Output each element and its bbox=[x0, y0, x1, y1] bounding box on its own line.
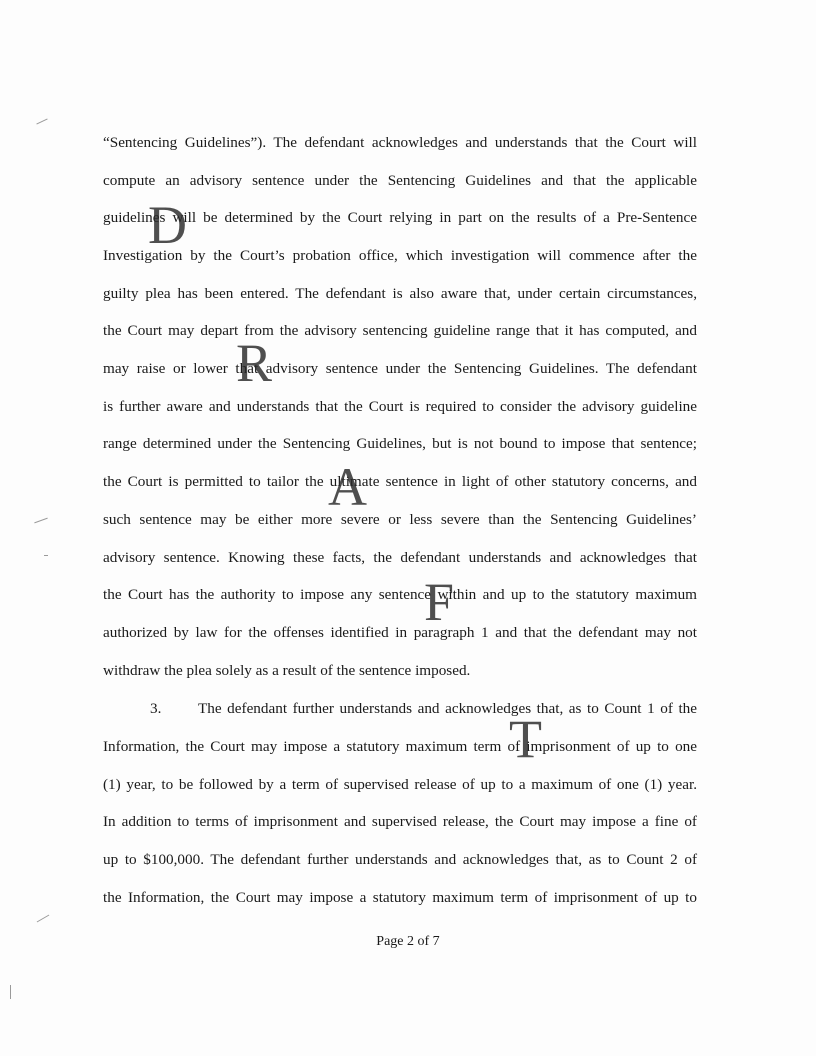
scan-speck bbox=[34, 518, 47, 524]
watermark-letter-t: T bbox=[509, 709, 542, 769]
watermark-letter-f: F bbox=[424, 572, 455, 632]
body-line: may raise or lower that advisory sentence under the Sentencing Guidelines. The defendant bbox=[103, 360, 697, 377]
scan-speck bbox=[36, 119, 47, 125]
body-line: the Information, the Court may impose a statutory maximum term of imprisonment of up to bbox=[103, 889, 697, 906]
body-line: authorized by law for the offenses identified in paragraph 1 and that the defendant may not bbox=[103, 624, 697, 641]
paragraph-3-first-line bbox=[103, 700, 697, 718]
body-line: advisory sentence. Knowing these facts, the defendant understands and acknowledges that bbox=[103, 549, 697, 566]
body-line: compute an advisory sentence under the Sentencing Guidelines and that the applicable bbox=[103, 172, 697, 189]
body-line: (1) year, to be followed by a term of supervised release of up to a maximum of one (1) year. bbox=[103, 776, 697, 793]
page-number-footer: Page 2 of 7 bbox=[376, 934, 440, 949]
body-line: “Sentencing Guidelines”). The defendant acknowledges and understands that the Court will bbox=[103, 134, 697, 151]
body-line: up to $100,000. The defendant further understands and acknowledges that, as to Count 2 of bbox=[103, 851, 697, 868]
body-line: such sentence may be either more severe or less severe than the Sentencing Guidelines’ bbox=[103, 511, 697, 528]
body-line: the Court is permitted to tailor the ultimate sentence in light of other statutory concerns, and bbox=[103, 473, 697, 490]
scan-speck bbox=[37, 915, 50, 923]
paragraph-3-lead-text: The defendant further understands and acknowledges that, as to Count 1 of the bbox=[198, 700, 697, 717]
paragraph-number: 3. bbox=[150, 700, 162, 717]
body-line: Investigation by the Court’s probation office, which investigation will commence after the bbox=[103, 247, 697, 264]
scan-speck bbox=[44, 555, 48, 556]
watermark-letter-a: A bbox=[328, 457, 367, 517]
body-line: the Court may depart from the advisory sentencing guideline range that it has computed, and bbox=[103, 322, 697, 339]
body-line: guidelines will be determined by the Court relying in part on the results of a Pre-Sentence bbox=[103, 209, 697, 226]
body-line: range determined under the Sentencing Guidelines, but is not bound to impose that sentence; bbox=[103, 435, 697, 452]
watermark-letter-d: D bbox=[148, 195, 187, 255]
watermark-letter-r: R bbox=[236, 333, 273, 393]
scan-speck bbox=[10, 985, 11, 999]
body-line: the Court has the authority to impose any sentence within and up to the statutory maximum bbox=[103, 586, 697, 603]
body-line: guilty plea has been entered. The defendant is also aware that, under certain circumstances, bbox=[103, 285, 697, 302]
body-line: In addition to terms of imprisonment and supervised release, the Court may impose a fine of bbox=[103, 813, 697, 830]
body-line: withdraw the plea solely as a result of the sentence imposed. bbox=[103, 662, 471, 679]
body-line: is further aware and understands that the Court is required to consider the advisory guideline bbox=[103, 398, 697, 415]
body-line: Information, the Court may impose a statutory maximum term of imprisonment of up to one bbox=[103, 738, 697, 755]
